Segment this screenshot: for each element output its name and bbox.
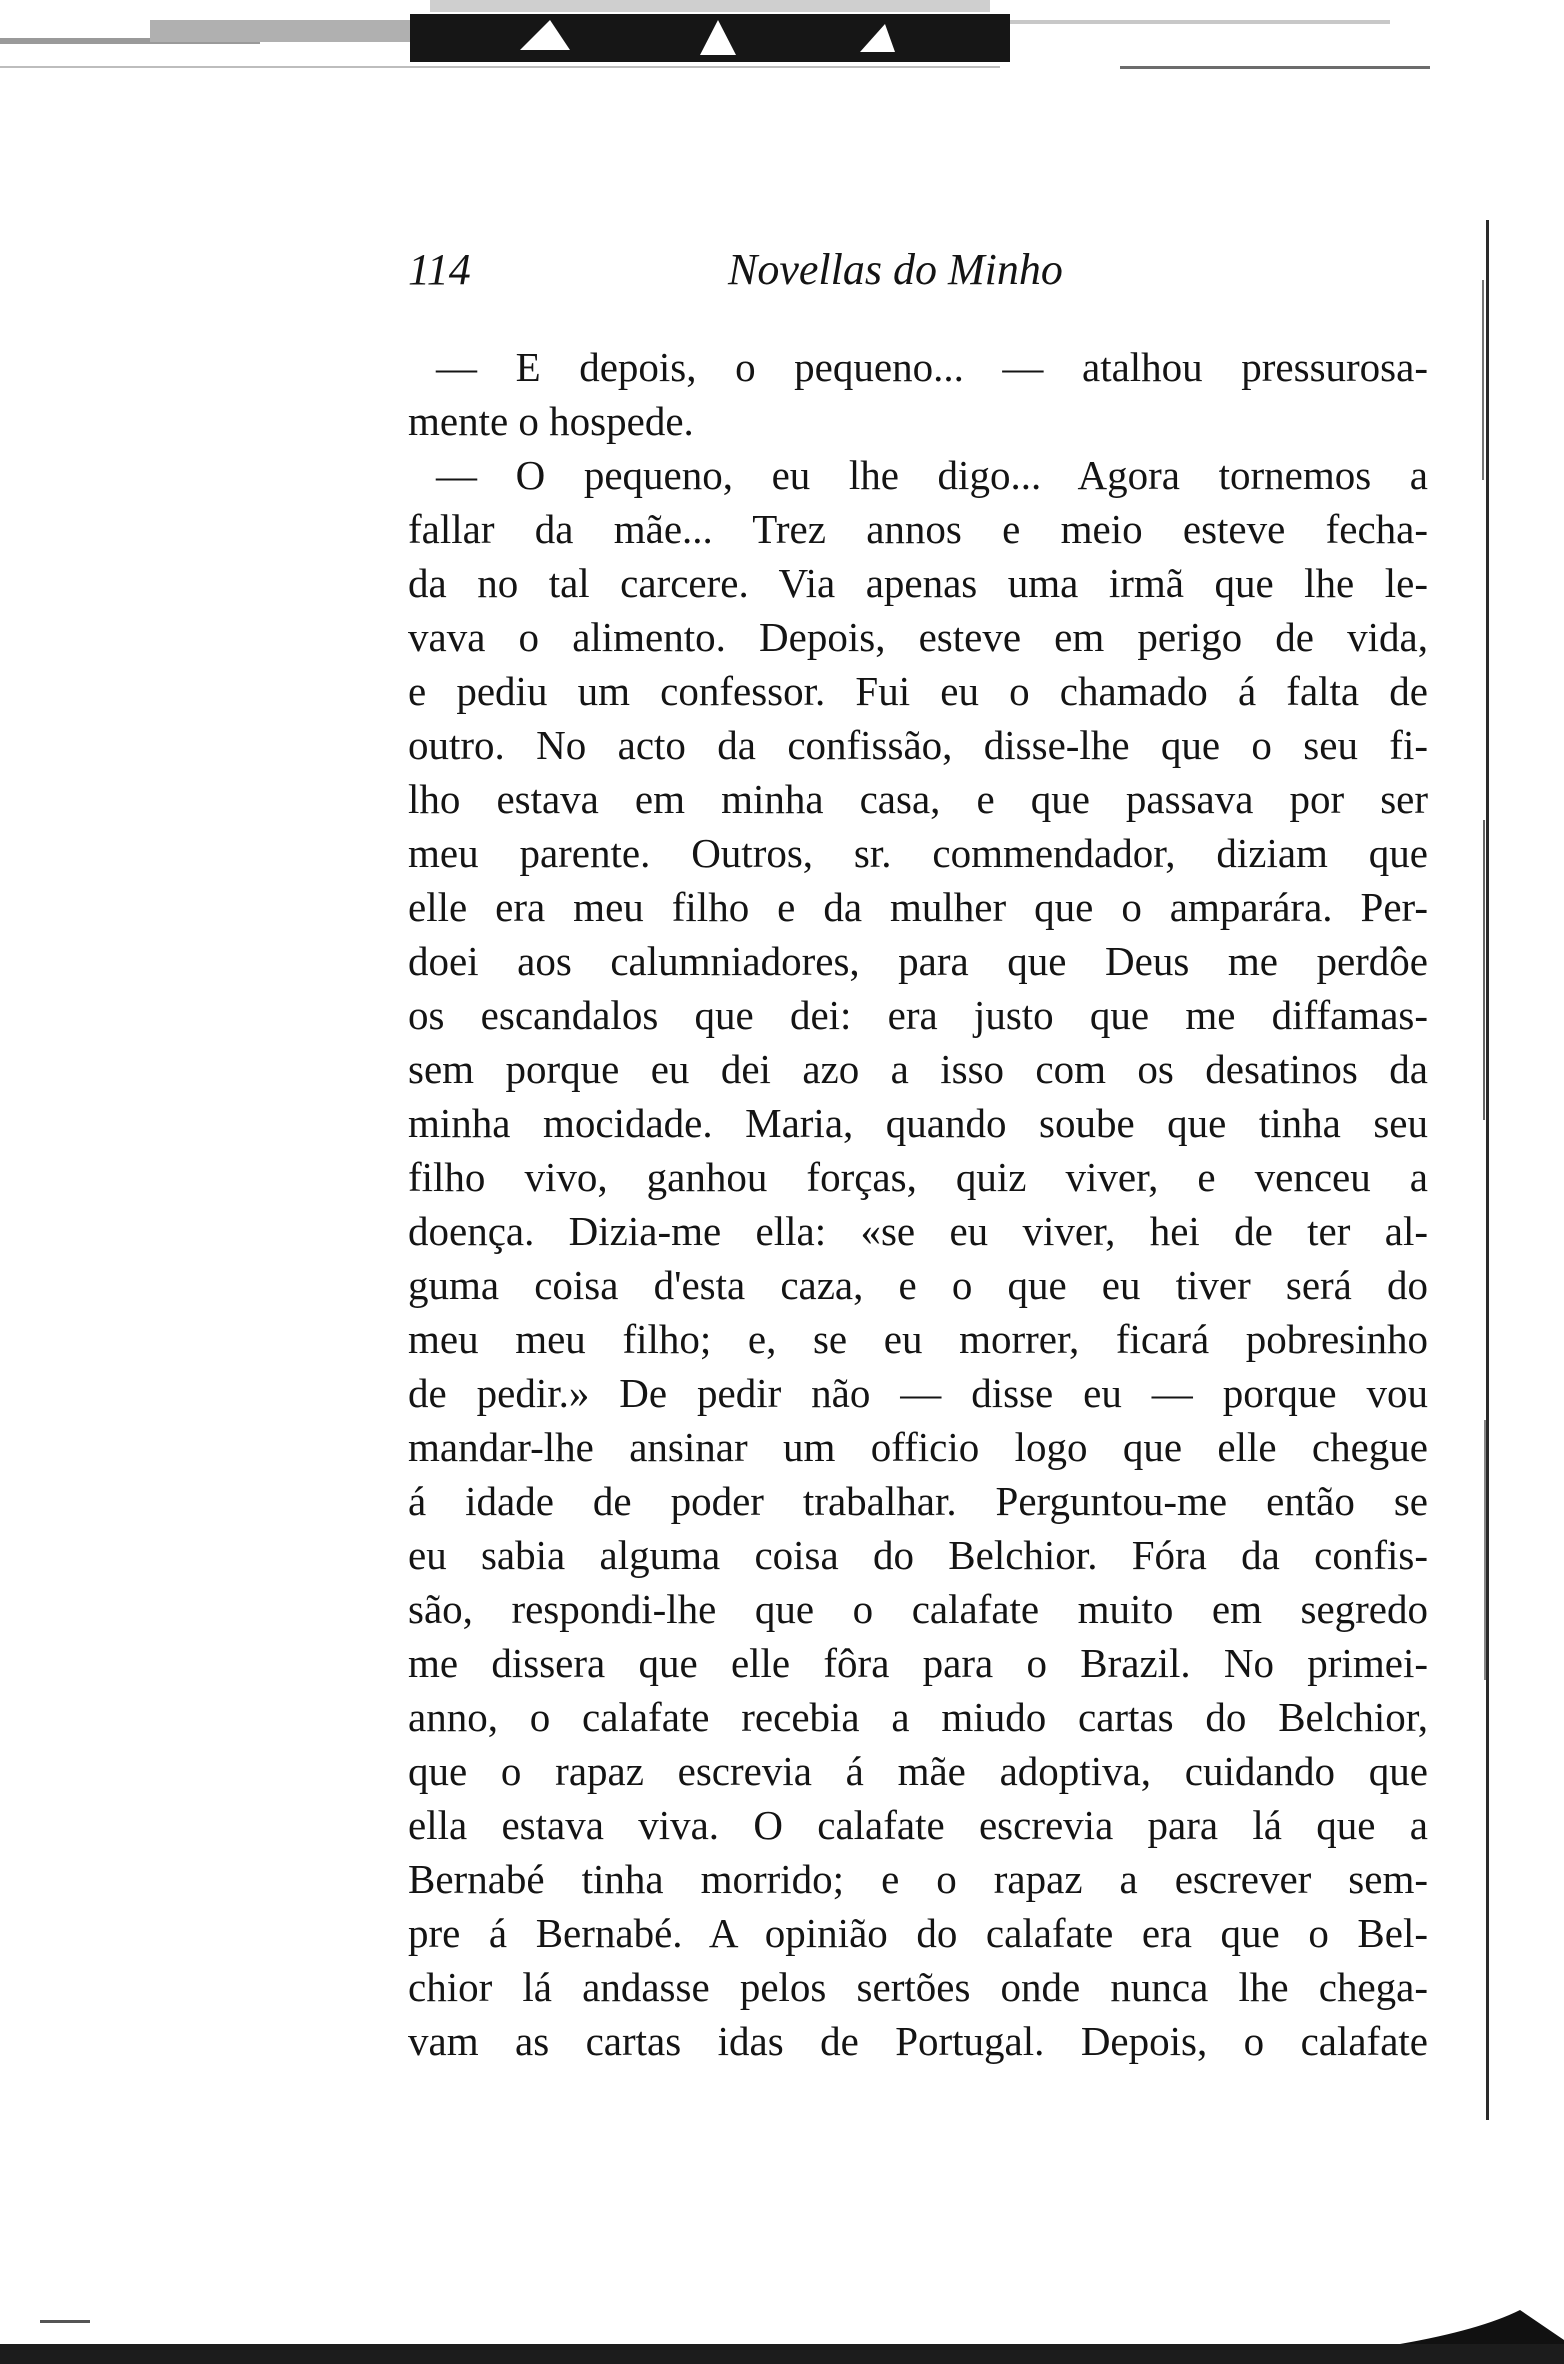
text-line: meu meu filho; e, se eu morrer, ficará pobresinho xyxy=(408,1316,1428,1362)
text-line: meu parente. Outros, sr. commendador, diziam que xyxy=(408,830,1428,876)
text-line: da no tal carcere. Via apenas uma irmã que lhe le- xyxy=(408,560,1428,606)
text-line: minha mocidade. Maria, quando soube que tinha seu xyxy=(408,1100,1428,1146)
text-line: mente o hospede. xyxy=(408,398,694,444)
text-line: elle era meu filho e da mulher que o amparára. Per- xyxy=(408,884,1428,930)
text-line: doença. Dizia-me ella: «se eu viver, hei de ter al- xyxy=(408,1208,1428,1254)
text-line: de pedir.» De pedir não — disse eu — porque vou xyxy=(408,1370,1428,1416)
top-ornament-band xyxy=(0,0,1564,90)
text-line: vam as cartas idas de Portugal. Depois, o calafate xyxy=(408,2018,1428,2064)
text-line: á idade de poder trabalhar. Perguntou-me então se xyxy=(408,1478,1428,1524)
page-edge-shadow xyxy=(1470,220,1510,2120)
text-line: que o rapaz escrevia á mãe adoptiva, cuidando que xyxy=(408,1748,1428,1794)
text-line: outro. No acto da confissão, disse-lhe que o seu fi- xyxy=(408,722,1428,768)
body-text xyxy=(408,340,1428,2068)
text-line: ella estava viva. O calafate escrevia para lá que a xyxy=(408,1802,1428,1848)
text-line: fallar da mãe... Trez annos e meio esteve fecha- xyxy=(408,506,1428,552)
text-line: guma coisa d'esta caza, e o que eu tiver será do xyxy=(408,1262,1428,1308)
running-title: Novellas do Minho xyxy=(728,245,1063,294)
text-line: Bernabé tinha morrido; e o rapaz a escrever sem- xyxy=(408,1856,1428,1902)
bottom-edge-band xyxy=(0,2300,1564,2364)
running-head xyxy=(408,240,1428,300)
text-line: — E depois, o pequeno... — atalhou pressurosa- xyxy=(436,344,1428,390)
text-line: mandar-lhe ansinar um officio logo que elle chegue xyxy=(408,1424,1428,1470)
text-line: me dissera que elle fôra para o Brazil. No primei- xyxy=(408,1640,1428,1686)
text-line: — O pequeno, eu lhe digo... Agora tornemos a xyxy=(436,452,1428,498)
text-line: eu sabia alguma coisa do Belchior. Fóra da confis- xyxy=(408,1532,1428,1578)
text-line: vava o alimento. Depois, esteve em perigo de vida, xyxy=(408,614,1428,660)
page-number: 114 xyxy=(408,245,471,294)
text-line: filho vivo, ganhou forças, quiz viver, e venceu a xyxy=(408,1154,1428,1200)
text-line: os escandalos que dei: era justo que me diffamas- xyxy=(408,992,1428,1038)
text-line: pre á Bernabé. A opinião do calafate era que o Bel- xyxy=(408,1910,1428,1956)
text-line: chior lá andasse pelos sertões onde nunca lhe chega- xyxy=(408,1964,1428,2010)
text-line: são, respondi-lhe que o calafate muito em segredo xyxy=(408,1586,1428,1632)
text-line: doei aos calumniadores, para que Deus me perdôe xyxy=(408,938,1428,984)
text-line: sem porque eu dei azo a isso com os desatinos da xyxy=(408,1046,1428,1092)
text-line: anno, o calafate recebia a miudo cartas do Belchior, xyxy=(408,1694,1428,1740)
text-line: e pediu um confessor. Fui eu o chamado á falta de xyxy=(408,668,1428,714)
text-line: lho estava em minha casa, e que passava por ser xyxy=(408,776,1428,822)
